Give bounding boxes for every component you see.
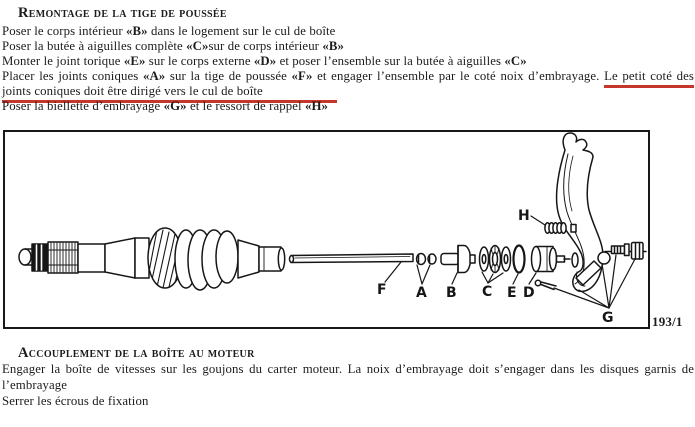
cotter-pin-drawing	[535, 280, 556, 289]
clutch-fork-drawing	[557, 133, 603, 291]
needle-bearing-drawing	[480, 246, 511, 273]
instruction-line-3: Monter le joint torique «E» sur le corps externe «D» et poser l’ensemble sur la butée à aiguilles «C»	[2, 54, 527, 68]
o-ring-drawing	[514, 246, 525, 273]
figure-number: 193/1	[652, 314, 683, 329]
part-label-e: E	[507, 285, 517, 301]
instruction-line-2: Poser la butée à aiguilles complète «C»sur de corps intérieur «B»	[2, 39, 344, 53]
instruction-line-1: Poser le corps intérieur «B» dans le logement sur le cul de boîte	[2, 24, 336, 38]
outer-body-drawing	[532, 247, 565, 272]
ball-pin-nut-drawing	[598, 243, 643, 265]
gearbox-shaft-drawing	[19, 228, 285, 290]
part-label-d: D	[523, 285, 535, 301]
instruction-line-4	[2, 69, 694, 84]
return-spring-drawing	[545, 223, 576, 233]
instruction-text: Placer les joints coniques «A» sur la tige de poussée «F» et engager l’ensemble par le coté noix d’embrayage.	[2, 69, 605, 83]
section-heading-accouplement: Accouplement de la boîte au moteur	[18, 345, 255, 361]
section-heading-remontage: Remontage de la tige de poussée	[18, 5, 227, 21]
accouplement-line-1: Engager la boîte de vitesses sur les goujons du carter moteur. La noix d’embrayage doit s’engager dans les disques garnis de	[2, 362, 694, 376]
part-label-c: C	[482, 284, 493, 300]
figure-box	[3, 130, 650, 329]
part-label-b: B	[446, 285, 457, 301]
part-label-f: F	[377, 282, 387, 298]
accouplement-line-3: Serrer les écrous de fixation	[2, 394, 149, 408]
instruction-line-6: Poser la biellette d’embrayage «G» et le ressort de rappel «H»	[2, 99, 329, 113]
instruction-line-5	[2, 84, 337, 99]
accouplement-line-2: l’embrayage	[2, 378, 68, 392]
inner-body-drawing	[441, 246, 475, 273]
pushrod-drawing	[290, 254, 414, 263]
underlined-text-start: Le petit coté des	[604, 69, 694, 88]
part-label-g: G	[602, 310, 614, 326]
part-label-a: A	[416, 285, 427, 301]
conical-joints-drawing	[417, 254, 437, 265]
part-label-h: H	[518, 208, 530, 224]
underlined-text-end: joints coniques doit être dirigé vers le cul de boîte	[2, 84, 337, 103]
figure-exploded-diagram	[5, 132, 648, 327]
